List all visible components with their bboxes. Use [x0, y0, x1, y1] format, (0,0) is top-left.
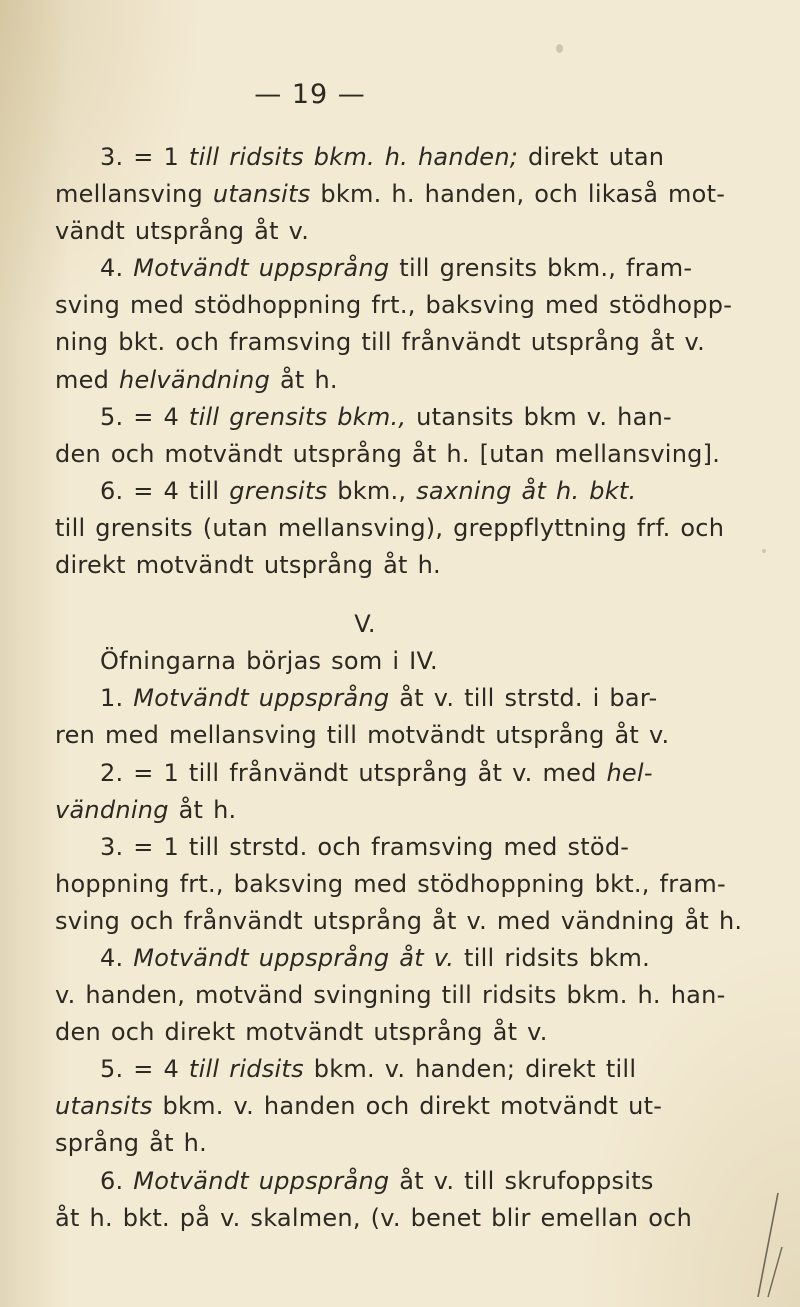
text-line: [55, 547, 745, 584]
text-segment: 5. = 4: [100, 1055, 189, 1084]
italic-segment: vändning: [55, 795, 169, 824]
text-line: [55, 717, 745, 754]
text-segment: språng åt h.: [55, 1129, 207, 1158]
italic-segment: till ridsits bkm. h. handen;: [188, 143, 519, 171]
text-segment: 5. = 4: [100, 402, 189, 431]
text-segment: till ridsits bkm.: [454, 943, 650, 972]
text-segment: 3. = 1: [100, 143, 189, 171]
text-segment: 3. = 1 till strstd. och framsving med stöd-: [100, 832, 630, 861]
text-segment: ning bkt. och framsving till frånvändt utsprång åt v.: [55, 328, 705, 357]
text-segment: 6.: [100, 1166, 134, 1195]
italic-segment: Motvändt uppsprång: [133, 1166, 390, 1195]
text-line: [55, 510, 745, 547]
text-segment: åt v. till strstd. i bar-: [389, 684, 658, 713]
text-line: [55, 473, 745, 510]
page-number: — 19 —: [254, 79, 366, 110]
text-line: [55, 829, 745, 866]
text-line: [55, 139, 745, 176]
text-line: [55, 250, 745, 287]
text-line: [55, 792, 745, 829]
text-line: [55, 1014, 745, 1051]
text-segment: 1.: [100, 684, 134, 713]
text-segment: åt v. till skrufoppsits: [389, 1166, 654, 1195]
text-line: [55, 755, 745, 792]
text-segment: till grensits (utan mellansving), greppflyttning frf. och: [55, 513, 725, 542]
text-segment: med: [55, 365, 120, 394]
text-segment: åt h.: [270, 365, 338, 394]
italic-segment: saxning åt h. bkt.: [416, 476, 637, 505]
text-line: [55, 1200, 745, 1237]
text-line: [55, 1125, 745, 1162]
body-text: [55, 139, 745, 1237]
text-segment: 2. = 1 till frånvändt utsprång åt v. med: [100, 758, 607, 787]
text-segment: 4.: [100, 254, 134, 283]
text-segment: 6. = 4 till: [100, 476, 230, 505]
italic-segment: till ridsits: [188, 1055, 304, 1084]
pencil-mark-icon: [754, 1189, 784, 1299]
text-segment: bkm. v. handen; direkt till: [303, 1055, 637, 1084]
text-segment: Öfningarna börjas som i IV.: [100, 647, 438, 676]
text-segment: 4.: [100, 943, 134, 972]
text-segment: v. handen, motvänd svingning till ridsits bkm. h. han-: [55, 981, 726, 1010]
text-segment: sving med stödhoppning frt., baksving med stödhopp-: [55, 291, 733, 320]
section-heading: [55, 606, 745, 643]
text-line: [55, 940, 745, 977]
text-segment: den och motvändt utsprång åt h. [utan mellansving].: [55, 439, 721, 468]
text-line: [55, 213, 745, 250]
text-line: [55, 399, 745, 436]
text-line: [55, 903, 745, 940]
text-line: [55, 324, 745, 361]
text-segment: vändt utsprång åt v.: [55, 217, 310, 246]
text-line: [55, 680, 745, 717]
text-line: [55, 977, 745, 1014]
italic-segment: grensits: [229, 476, 328, 505]
text-line: [55, 1163, 745, 1200]
italic-segment: Motvändt uppsprång åt v.: [133, 943, 455, 972]
italic-segment: Motvändt uppsprång: [133, 684, 390, 713]
text-segment: sving och frånvändt utsprång åt v. med vändning åt h.: [55, 906, 743, 935]
text-segment: ren med mellansving till motvändt utsprång åt v.: [55, 721, 670, 750]
text-line: [55, 362, 745, 399]
text-line: [55, 176, 745, 213]
text-segment: direkt motvändt utsprång åt h.: [55, 551, 441, 580]
text-segment: bkm. h. handen, och likaså mot-: [310, 180, 726, 209]
italic-segment: helvändning: [119, 365, 271, 394]
paper-spot: [556, 44, 563, 53]
text-segment: åt h.: [168, 795, 237, 824]
text-segment: den och direkt motvändt utsprång åt v.: [55, 1018, 548, 1047]
text-segment: V.: [354, 610, 376, 639]
text-line: [55, 436, 745, 473]
text-line: [55, 866, 745, 903]
text-line: [55, 643, 745, 680]
text-segment: åt h. bkt. på v. skalmen, (v. benet blir emellan och: [55, 1203, 693, 1232]
text-segment: till grensits bkm., fram-: [389, 254, 693, 283]
text-segment: mellansving: [55, 180, 213, 209]
text-segment: utansits bkm v. han-: [406, 402, 672, 431]
text-line: [55, 287, 745, 324]
text-segment: hoppning frt., baksving med stödhoppning bkt., fram-: [55, 869, 726, 898]
italic-segment: utansits: [212, 180, 311, 209]
section-gap: [55, 584, 745, 606]
italic-segment: hel-: [606, 758, 653, 787]
text-segment: bkm.,: [327, 476, 417, 505]
paper-spot: [762, 549, 766, 553]
text-segment: bkm. v. handen och direkt motvändt ut-: [152, 1092, 663, 1121]
text-segment: direkt utan: [518, 143, 665, 171]
italic-segment: utansits: [55, 1092, 153, 1121]
italic-segment: Motvändt uppsprång: [133, 254, 390, 283]
text-line: [55, 1088, 745, 1125]
italic-segment: till grensits bkm.,: [188, 402, 407, 431]
text-line: [55, 1051, 745, 1088]
